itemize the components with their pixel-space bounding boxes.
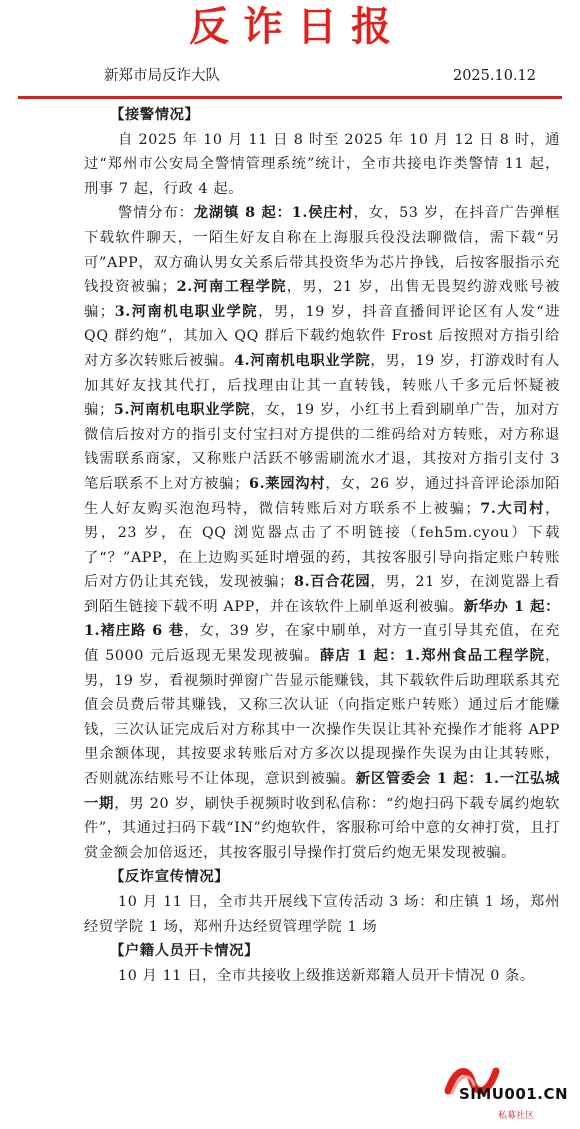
- department-name: 新郑市局反诈大队: [104, 68, 220, 84]
- case-location: 5.河南机电职业学院: [113, 402, 251, 419]
- watermark-site-text: SIMU001.CN: [458, 1085, 568, 1103]
- intake-summary: 自 2025 年 10 月 11 日 8 时至 2025 年 10 月 12 日 8 时，通过“郑州市公安局全警情管理系统”统计，全市共接电诈类警情 11 起，刑事 7 起，行政 4 起。: [84, 131, 560, 197]
- header-divider: [18, 96, 562, 99]
- case-location: 4.河南机电职业学院: [234, 352, 371, 369]
- case-detail: ，女，39 岁，在家中刷单，对方一直引导其充值，在充值 5000 元后返现无果发现被骗。: [84, 623, 560, 665]
- section-heading-promo: 【反诈宣传情况】: [110, 869, 230, 886]
- case-detail: ，女，19 岁，小红书上看到刷单广告，加对方微信后按对方的指引支付宝扫对方提供的二维码给对方转账，对方称退钱需联系商家，又称账户活跃不够需刷流水才退，其按对方指引支付 3 笔后联系不上对方被骗；: [84, 402, 560, 492]
- case-location: 3.河南机电职业学院: [114, 303, 259, 320]
- case-location: 6.莱园沟村: [249, 475, 326, 492]
- issue-date: 2025.10.12: [452, 68, 536, 84]
- site-watermark: [436, 1061, 576, 1125]
- case-detail: ，男，19 岁，打游戏时有人加其好友找其代打，后找理由让其一直转钱，转账八千多元后怀疑被骗；: [84, 352, 560, 419]
- masthead-row: [104, 66, 536, 86]
- case-location: 1.褚庄路 6 巷: [84, 623, 185, 640]
- town-xinhua: 新华办 1 起：: [463, 598, 561, 615]
- promo-summary: 10 月 11 日，全市共开展线下宣传活动 3 场：和庄镇 1 场，郑州经贸学院 1 场，郑州升达经贸管理学院 1 场: [84, 894, 560, 935]
- case-location: 1.一江弘城一期: [84, 771, 560, 812]
- case-location: 7.大司村: [480, 500, 546, 517]
- case-location: 1.郑州食品工程学院: [404, 648, 546, 665]
- section-heading-intake: 【接警情况】: [110, 107, 200, 123]
- report-body: [84, 103, 560, 988]
- town-longhu: 龙湖镇 8 起：: [193, 205, 292, 222]
- accounts-summary: 10 月 11 日，全市共接收上级推送新郑籍人员开卡情况 0 条。: [118, 967, 535, 984]
- distribution-lead: 警情分布：: [118, 205, 194, 222]
- case-detail: ，女，53 岁，在抖音广告弹框下载软件聊天，一陌生好友自称在上海服兵役没法聊微信，需下载“另可”APP，双方确认男女关系后带其投资华为芯片挣钱，后按客服指示充钱投资被骗；: [84, 205, 560, 296]
- newsletter-title: 反诈日报: [189, 4, 405, 50]
- case-detail: ，男 20 岁，刷快手视频时收到私信称：“约炮扫码下载专属约炮软件”，其通过扫码下载“IN”约炮软件，客服称可给中意的女神打赏，且打赏金额会加倍返还，其按客服引导操作打赏后约炮无果发现被骗。: [84, 795, 560, 861]
- case-location: 2.河南工程学院: [176, 279, 287, 296]
- town-xuedian: 薛店 1 起：: [319, 648, 405, 665]
- case-location: 8.百合花园: [294, 574, 371, 591]
- town-xinqu: 新区管委会 1 起：: [355, 771, 484, 788]
- case-detail: ，男，19 岁，看视频时弹窗广告显示能赚钱，其下载软件后助理联系其充值会员费后带其赚钱，又称三次认证（向指定账户转账）通过后才能赚钱，三次认证完成后对方称其中一次操作失误让其补充操作才能将 APP 里余额体现，其按要求转账后对方多次以提现操作失误为由让其转账，否则就冻结账号不让体现，意识到被骗。: [84, 648, 560, 788]
- case-detail: ，男，23 岁，在 QQ 浏览器点击了不明链接（feh5m.cyou）下载了“？”APP，在上边购买延时增强的药，其按客服引导向指定账户转账后对方仍让其充钱，发现被骗；: [84, 500, 560, 591]
- watermark-sub-text: 私募社区: [497, 1111, 534, 1121]
- case-location: 1.侯庄村: [291, 205, 354, 222]
- section-heading-accounts: 【户籍人员开卡情况】: [110, 943, 259, 960]
- case-detail: ，男，21 岁，出售无畏契约游戏账号被骗；: [84, 279, 560, 320]
- case-detail: ，男，21 岁，在浏览器上看到陌生链接下载不明 APP，并在该软件上刷单返利被骗。: [84, 574, 561, 615]
- distribution-paragraph: [84, 201, 560, 865]
- case-detail: ，女，26 岁，通过抖音评论添加陌生人好友购买泡泡玛特，微信转账后对方联系不上被骗；: [84, 475, 561, 517]
- case-detail: ，男，19 岁，抖音直播间评论区有人发“进 QQ 群约炮”，其加入 QQ 群后下载约炮软件 Frost 后按照对方指引给对方多次转账后被骗。: [84, 303, 560, 369]
